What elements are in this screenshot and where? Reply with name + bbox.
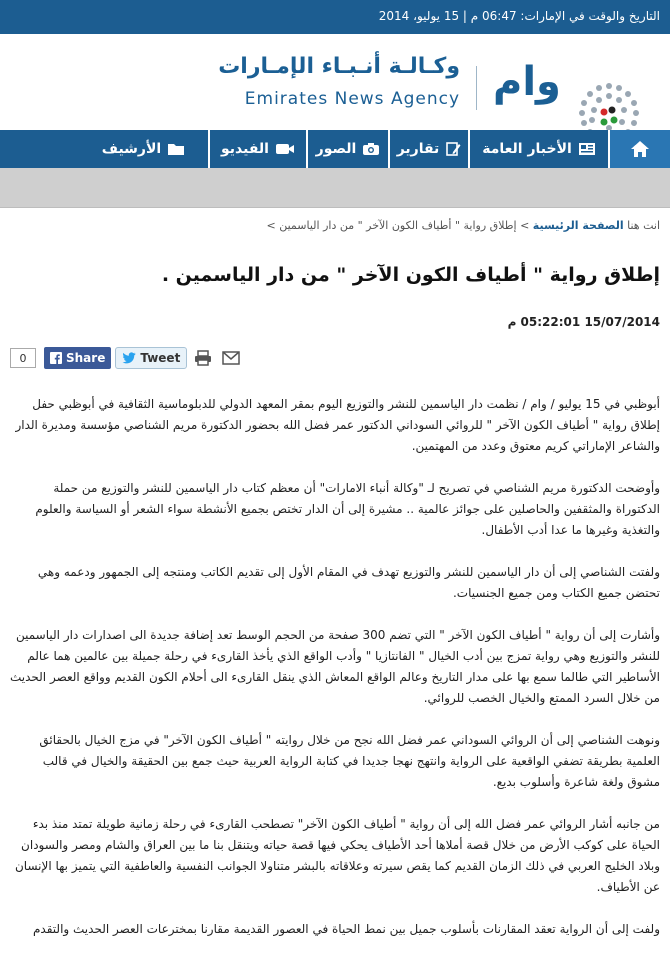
nav-tab-reports[interactable] (388, 130, 468, 168)
share-toolbar (10, 346, 243, 370)
facebook-share-label: Share (66, 351, 106, 365)
home-icon (630, 140, 650, 158)
nav-tab-label: الفيديو (221, 141, 269, 157)
main-navigation (0, 130, 670, 168)
article-paragraph: ولفت إلى أن الرواية تعقد المقارنات بأسلوب جميل بين نمط الحياة في العصور القديمة مقارنا بمخترعات العصر الحديث والتقدم (33, 922, 660, 936)
search-bar-strip (0, 168, 670, 208)
tweet-label: Tweet (140, 351, 181, 365)
share-count: 0 (10, 348, 36, 368)
article-paragraph: ولفتت الشناصي إلى أن دار الياسمين للنشر والتوزيع تهدف في المقام الأول إلى تقديم الكاتب ومنتجه إلى الجمهور ودعمه وهي تحتضن جميع الكتاب ومن جميع الجنسيات. (37, 565, 660, 600)
nav-tab-general-news[interactable] (468, 130, 608, 168)
breadcrumb-separator: > (266, 219, 276, 232)
nav-tab-archive[interactable] (79, 130, 208, 168)
breadcrumb-current[interactable]: إطلاق رواية " أطياف الكون الآخر " من دار الياسمين (279, 219, 517, 232)
nav-home[interactable] (608, 130, 670, 168)
article-date: 15/07/2014 05:22:01 م (507, 315, 660, 329)
uae-datetime: التاريخ والوقت في الإمارات: 06:47 م | 15 يوليو، 2014 (378, 9, 660, 23)
breadcrumb-prefix: انت هنا (627, 219, 660, 232)
logo-english-name[interactable]: Emirates News Agency (244, 89, 460, 109)
facebook-share-button[interactable] (44, 347, 111, 369)
article-paragraph: وأشارت إلى أن رواية " أطياف الكون الآخر " التي تضم 300 صفحة من الحجم الوسط تعد إضافة جديدة الى اصدارات دار الياسمين للنشر والتوزيع وهي رواية تمزج بين أدب الخيال " الفانتازيا " وأدب الواقع الذي يأخذ القارىء في رحلة جميلة بين عالمين هما عالم الأساطير التي طالما سمع بها على مدار التاريخ وعالم الواقع المعاش الذي ينقل القارىء الى أحلام الكون القديم وواقع العصر الحديث من خلال السرد الممتع والخيال الخصب للروائي. (9, 628, 660, 705)
article-paragraph: أبوظبي في 15 يوليو / وام / نظمت دار الياسمين للنشر والتوزيع اليوم بمقر المعهد الدولي للدبلوماسية الثقافية في أبوظبي حفل إطلاق رواية " أطياف الكون الآخر " للروائي السوداني الدكتور عمر فضل الله بحضور الدكتورة مريم الشناصي مؤسسة ومديرة الدار والشاعر الإماراتي كريم معتوق وعدد من المهتمين. (15, 397, 660, 453)
video-camera-icon (275, 143, 295, 155)
facebook-icon (50, 352, 62, 364)
article-paragraph: من جانبه أشار الروائي عمر فضل الله إلى أن رواية " أطياف الكون الآخر" تصطحب القارىء في رحلة زمانية طويلة تمتد منذ بدء الحياة على كوكب الأرض من خلال قصة أملاها أحد الأطياف يحكي فيها قصة حياته ويتنقل بنا ما بين العراق والشام ومصر والسودان وبلاد الخليج العربي في ذلك الزمان القديم كما يقص سيرته وعلاقاته بالبشر متناولا الجوانب النفسية والعاطفية التي يتميز بها الإنسان عن الأطياف. (14, 817, 660, 894)
camera-icon (362, 142, 380, 156)
email-icon (222, 351, 240, 365)
site-header (0, 34, 670, 130)
logo-arabic-name[interactable]: وكـالـة أنـبـاء الإمـارات (218, 54, 460, 79)
print-icon (194, 350, 212, 366)
nav-tab-label: الأرشيف (101, 141, 162, 157)
folder-icon (167, 142, 185, 156)
nav-tab-label: تقارير (396, 141, 440, 157)
article-body (10, 394, 660, 953)
breadcrumb-separator: > (520, 219, 530, 232)
nav-tab-photos[interactable] (306, 130, 388, 168)
article-paragraph: ونوهت الشناصي إلى أن الروائي السوداني عمر فضل الله نجح من خلال روايته " أطياف الكون الآخر" في مزج الخيال بالحقائق العلمية بطريقة تضفي الواقعية على الرواية وانتهج نهجا جديدا في كتابة الرواية العربية حيث جمع بين الحقيقة والخيال في قالب مشوق ولغة شاعرة وأسلوب بديع. (39, 733, 660, 789)
newspaper-icon (578, 142, 596, 156)
breadcrumb-home-link[interactable]: الصفحة الرئيسية (532, 219, 624, 232)
email-button[interactable] (219, 347, 243, 369)
twitter-bird-icon (122, 352, 136, 364)
article-paragraph: وأوضحت الدكتورة مريم الشناصي في تصريح لـ "وكالة أنباء الامارات" أن معظم كتاب دار الياسمين للنشر والتوزيع من حملة الدكتوراة والمثقفين والحاصلين على جوائز عالمية .. مشيرة إلى أن الدار تختص بجميع الأنشطة سواء الشعر أو السياسة والعلوم والتغذية وغيرها ما عدا أدب الأطفال. (35, 481, 660, 537)
nav-tab-label: الصور (315, 141, 357, 157)
logo-divider (476, 66, 477, 110)
breadcrumb (267, 219, 660, 232)
pencil-icon (445, 141, 461, 157)
nav-tab-video[interactable] (208, 130, 306, 168)
nav-tab-label: الأخبار العامة (482, 141, 572, 157)
article-title: إطلاق رواية " أطياف الكون الآخر " من دار الياسمين . (161, 264, 660, 286)
wam-logo-word[interactable]: وام (493, 59, 561, 105)
print-button[interactable] (191, 347, 215, 369)
twitter-tweet-button[interactable] (115, 347, 187, 369)
top-info-bar (0, 0, 670, 34)
